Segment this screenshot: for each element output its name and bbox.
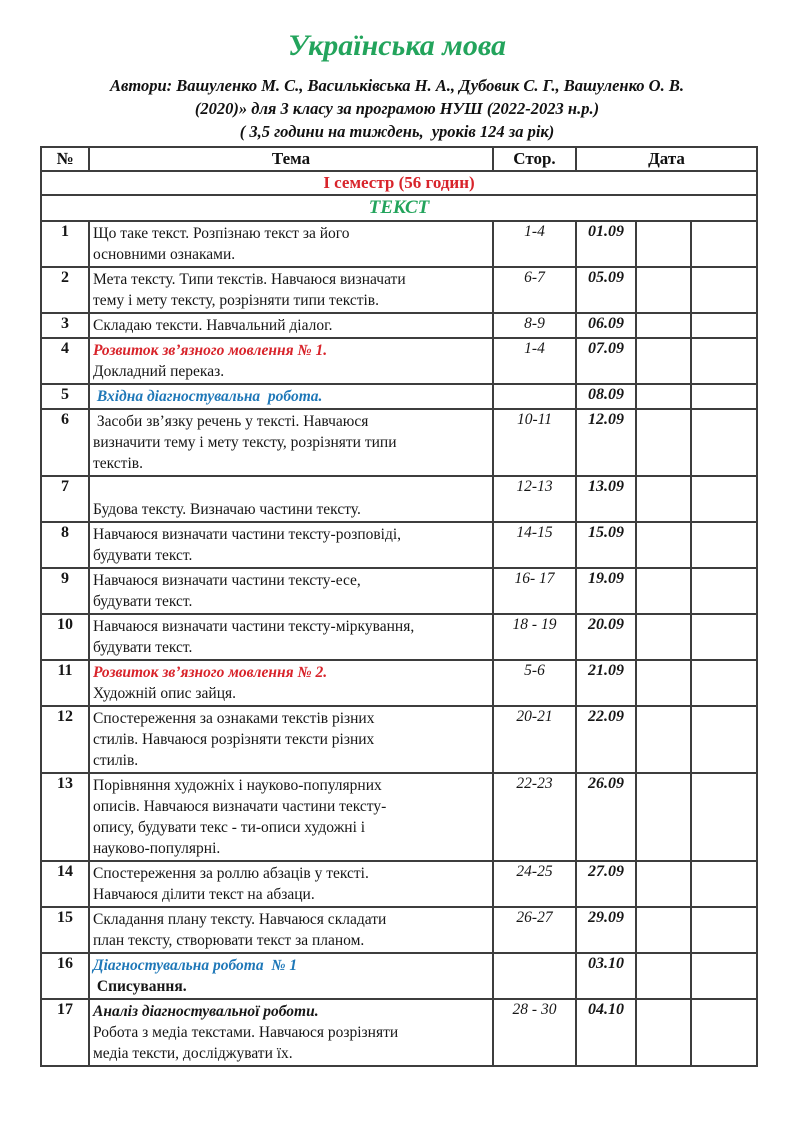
topic-line: план тексту, створювати текст за планом. [93, 932, 365, 949]
topic-line: науково-популярні. [93, 840, 221, 857]
pages-cell [493, 953, 576, 999]
table-row [41, 907, 757, 953]
date-cell: 21.09 [576, 660, 636, 706]
pages-cell: 6-7 [493, 267, 576, 313]
page-title: Українська мова [287, 29, 507, 62]
row-number: 10 [41, 614, 89, 660]
table-row [41, 267, 757, 313]
date-empty-cell [691, 409, 757, 476]
row-number: 8 [41, 522, 89, 568]
date-cell: 22.09 [576, 706, 636, 773]
topic-line: будувати текст. [93, 547, 193, 564]
table-row [41, 568, 757, 614]
topic-line: Докладний переказ. [93, 363, 225, 380]
date-cell: 08.09 [576, 384, 636, 409]
topic-line: Розвиток зв’язного мовлення № 2. [93, 664, 328, 681]
semester-section-row [41, 171, 757, 195]
pages-cell [493, 384, 576, 409]
table-row [41, 861, 757, 907]
date-empty-cell [636, 522, 691, 568]
table-header-row [41, 147, 757, 171]
date-empty-cell [691, 522, 757, 568]
date-cell: 15.09 [576, 522, 636, 568]
pages-cell: 20-21 [493, 706, 576, 773]
topic-line: Мета тексту. Типи текстів. Навчаюся визначати [93, 271, 406, 288]
topic-line: стилів. Навчаюся розрізняти тексти різних [93, 731, 375, 748]
pages-cell: 12-13 [493, 476, 576, 522]
topic-cell [89, 338, 493, 384]
pages-cell: 22-23 [493, 773, 576, 861]
table-row [41, 476, 757, 522]
topic-cell [89, 476, 493, 522]
date-empty-cell [636, 476, 691, 522]
date-cell: 07.09 [576, 338, 636, 384]
lesson-rows [41, 221, 757, 1066]
date-empty-cell [691, 706, 757, 773]
topic-line: будувати текст. [93, 593, 193, 610]
topic-line: Порівняння художніх і науково-популярних [93, 777, 382, 794]
pages-cell: 26-27 [493, 907, 576, 953]
lesson-schedule-table [40, 146, 758, 1067]
date-empty-cell [691, 907, 757, 953]
row-number: 1 [41, 221, 89, 267]
topic-cell [89, 409, 493, 476]
row-number: 6 [41, 409, 89, 476]
date-empty-cell [691, 221, 757, 267]
topic-line: Художній опис зайця. [93, 685, 237, 702]
date-cell: 06.09 [576, 313, 636, 338]
column-header-date: Дата [576, 147, 757, 171]
pages-cell: 18 - 19 [493, 614, 576, 660]
date-empty-cell [691, 999, 757, 1066]
table-row [41, 338, 757, 384]
hours-line: ( 3,5 години на тиждень, уроків 124 за рік) [239, 122, 555, 141]
date-empty-cell [636, 706, 691, 773]
topic-line: Навчаюся визначати частини тексту-міркування, [93, 618, 415, 635]
topic-line: Складаю тексти. Навчальний діалог. [93, 317, 333, 334]
topic-cell [89, 313, 493, 338]
topic-cell [89, 999, 493, 1066]
topic-cell [89, 614, 493, 660]
topic-line: будувати текст. [93, 639, 193, 656]
topic-line: визначити тему і мету тексту, розрізняти типи [93, 434, 397, 451]
row-number: 7 [41, 476, 89, 522]
topic-line: Будова тексту. Визначаю частини тексту. [93, 501, 361, 518]
date-cell: 01.09 [576, 221, 636, 267]
topic-line: тему і мету тексту, розрізняти типи текстів. [93, 292, 380, 309]
topic-line: Аналіз діагностувальної роботи. [93, 1003, 319, 1020]
date-empty-cell [691, 384, 757, 409]
date-empty-cell [691, 614, 757, 660]
topic-cell [89, 660, 493, 706]
topic-line: Що таке текст. Розпізнаю текст за його [93, 225, 350, 242]
topic-line: Навчаюся визначати частини тексту-есе, [93, 572, 361, 589]
row-number: 13 [41, 773, 89, 861]
table-row [41, 614, 757, 660]
table-row [41, 313, 757, 338]
topic-line: опису, будувати текс - ти-описи художні і [93, 819, 366, 836]
date-empty-cell [636, 267, 691, 313]
date-empty-cell [636, 409, 691, 476]
row-number: 2 [41, 267, 89, 313]
row-number: 11 [41, 660, 89, 706]
date-empty-cell [636, 773, 691, 861]
topic-line: Діагностувальна робота № 1 [93, 957, 298, 974]
table-row [41, 773, 757, 861]
date-empty-cell [636, 660, 691, 706]
topic-line: стилів. [93, 752, 139, 769]
row-number: 4 [41, 338, 89, 384]
table-row [41, 384, 757, 409]
pages-cell: 5-6 [493, 660, 576, 706]
topic-line: описів. Навчаюся визначати частини тексту- [93, 798, 387, 815]
date-cell: 05.09 [576, 267, 636, 313]
date-empty-cell [636, 384, 691, 409]
topic-line: Навчаюся ділити текст на абзаци. [93, 886, 315, 903]
row-number: 12 [41, 706, 89, 773]
semester-section-label: І семестр (56 годин) [41, 171, 757, 195]
row-number: 3 [41, 313, 89, 338]
date-cell: 04.10 [576, 999, 636, 1066]
row-number: 16 [41, 953, 89, 999]
date-empty-cell [691, 267, 757, 313]
date-empty-cell [636, 568, 691, 614]
topic-cell [89, 221, 493, 267]
table-row [41, 221, 757, 267]
topic-line: Засоби зв’язку речень у тексті. Навчаюся [93, 413, 369, 430]
pages-cell: 16- 17 [493, 568, 576, 614]
topic-line: Навчаюся визначати частини тексту-розповіді, [93, 526, 402, 543]
date-empty-cell [636, 338, 691, 384]
date-cell: 26.09 [576, 773, 636, 861]
authors-line: Автори: Вашуленко М. С., Васильківська Н. А., Дубовик С. Г., Вашуленко О. В. [110, 76, 684, 95]
table-row [41, 409, 757, 476]
edition-line: (2020)» для 3 класу за програмою НУШ (2022-2023 н.р.) [194, 99, 600, 118]
row-number: 5 [41, 384, 89, 409]
date-empty-cell [691, 338, 757, 384]
row-number: 9 [41, 568, 89, 614]
date-empty-cell [691, 953, 757, 999]
topic-cell [89, 568, 493, 614]
date-empty-cell [636, 861, 691, 907]
pages-cell: 28 - 30 [493, 999, 576, 1066]
date-empty-cell [691, 313, 757, 338]
table-row [41, 706, 757, 773]
row-number: 14 [41, 861, 89, 907]
date-empty-cell [691, 773, 757, 861]
date-cell: 20.09 [576, 614, 636, 660]
topic-cell [89, 861, 493, 907]
date-cell: 29.09 [576, 907, 636, 953]
pages-cell: 24-25 [493, 861, 576, 907]
topic-cell [89, 384, 493, 409]
topic-line [93, 478, 489, 499]
column-header-pages: Стор. [493, 147, 576, 171]
table-row [41, 522, 757, 568]
date-empty-cell [636, 614, 691, 660]
row-number: 17 [41, 999, 89, 1066]
date-empty-cell [636, 313, 691, 338]
topic-line: основними ознаками. [93, 246, 236, 263]
topic-line: Спостереження за роллю абзаців у тексті. [93, 865, 369, 882]
table-row [41, 999, 757, 1066]
topic-line: текстів. [93, 455, 143, 472]
table-row [41, 660, 757, 706]
topic-cell [89, 907, 493, 953]
topic-cell [89, 522, 493, 568]
column-header-topic: Тема [89, 147, 493, 171]
column-header-number: № [41, 147, 89, 171]
pages-cell: 1-4 [493, 338, 576, 384]
date-cell: 03.10 [576, 953, 636, 999]
date-empty-cell [691, 568, 757, 614]
date-cell: 19.09 [576, 568, 636, 614]
row-number: 15 [41, 907, 89, 953]
date-empty-cell [636, 999, 691, 1066]
date-empty-cell [636, 221, 691, 267]
topic-line: Вхідна діагностувальна робота. [93, 388, 323, 405]
topic-cell [89, 706, 493, 773]
date-empty-cell [691, 660, 757, 706]
date-cell: 12.09 [576, 409, 636, 476]
pages-cell: 14-15 [493, 522, 576, 568]
pages-cell: 8-9 [493, 313, 576, 338]
pages-cell: 1-4 [493, 221, 576, 267]
table-row [41, 953, 757, 999]
date-empty-cell [691, 476, 757, 522]
date-empty-cell [636, 953, 691, 999]
topic-section-row [41, 195, 757, 221]
date-empty-cell [636, 907, 691, 953]
topic-cell [89, 773, 493, 861]
date-empty-cell [691, 861, 757, 907]
topic-line: Робота з медіа текстами. Навчаюся розрізняти [93, 1024, 399, 1041]
topic-line: Спостереження за ознаками текстів різних [93, 710, 375, 727]
date-cell: 27.09 [576, 861, 636, 907]
topic-line: Списування. [93, 978, 187, 995]
pages-cell: 10-11 [493, 409, 576, 476]
topic-cell [89, 953, 493, 999]
topic-section-label: ТЕКСТ [41, 195, 757, 221]
date-cell: 13.09 [576, 476, 636, 522]
topic-cell [89, 267, 493, 313]
topic-line: Розвиток зв’язного мовлення № 1. [93, 342, 328, 359]
topic-line: Складання плану тексту. Навчаюся складати [93, 911, 387, 928]
topic-line: медіа тексти, досліджувати їх. [93, 1045, 293, 1062]
